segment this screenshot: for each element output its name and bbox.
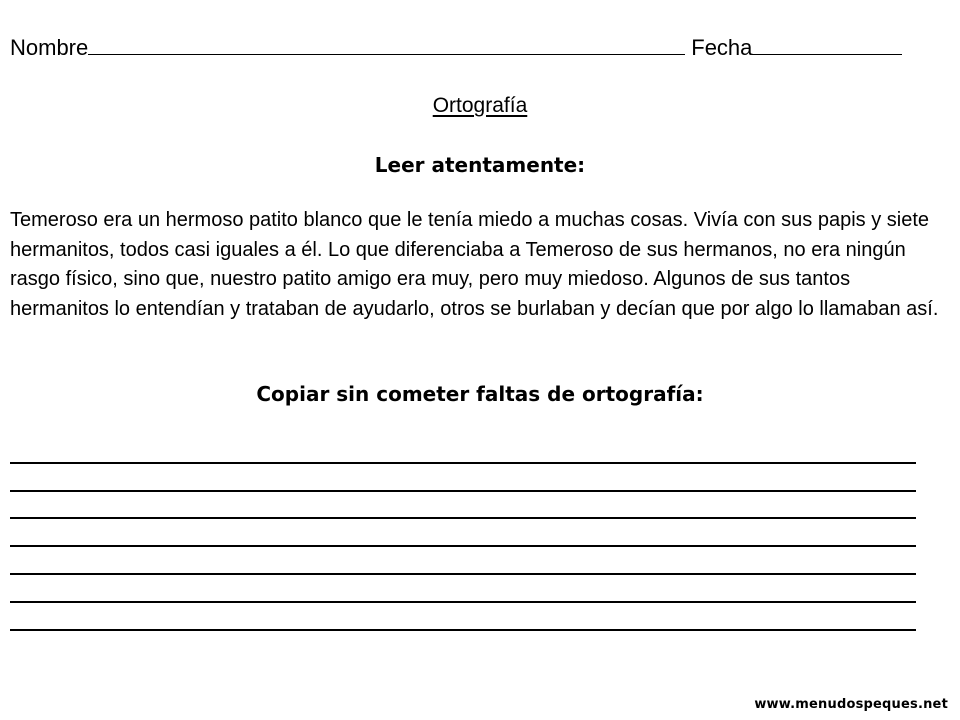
- writing-line: [10, 464, 916, 492]
- header-row: [10, 34, 935, 68]
- name-blank-line: [88, 34, 685, 55]
- writing-line: [10, 603, 916, 631]
- name-label: Nombre: [10, 35, 89, 60]
- worksheet-title: Ortografía: [432, 94, 528, 117]
- date-label: Fecha: [691, 35, 753, 60]
- writing-line: [10, 575, 916, 603]
- writing-lines: [10, 436, 916, 631]
- date-blank-line: [752, 34, 902, 55]
- writing-line: [10, 436, 916, 464]
- writing-line: [10, 519, 916, 547]
- footer-url: www.menudospeques.net: [754, 697, 948, 712]
- reading-heading: Leer atentamente:: [374, 153, 586, 177]
- writing-line: [10, 547, 916, 575]
- writing-line: [10, 492, 916, 520]
- reading-passage: Temeroso era un hermoso patito blanco que le tenía miedo a muchas cosas. Vivía con sus papis y siete hermanitos, todos casi iguales a él. Lo que diferenciaba a Temeroso de sus hermanos, no era ningún rasgo físico, sino que, nuestro patito amigo era muy, pero muy miedoso. Algunos de sus tantos hermanitos lo entendían y trataban de ayudarlo, otros se burlaban y decían que por algo lo llamaban así.: [10, 209, 939, 320]
- copy-heading: Copiar sin cometer faltas de ortografía:: [256, 382, 704, 406]
